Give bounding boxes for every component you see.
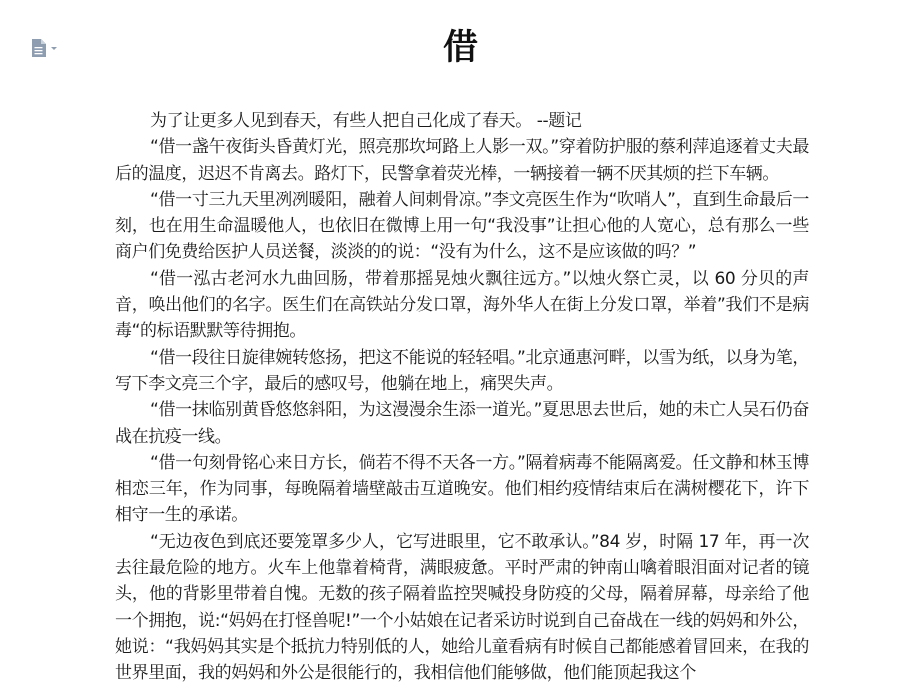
body-paragraph: “借一段往日旋律婉转悠扬，把这不能说的轻轻唱。”北京通惠河畔，以雪为纸，以身为笔，写下李文亮三个字，最后的感叹号，他躺在地上，痛哭失声。 (115, 347, 809, 394)
body-paragraph: “借一盏午夜街头昏黄灯光，照亮那坎坷路上人影一双。”穿着防护服的蔡利萍追逐着丈夫最后的温度，迟迟不肯离去。路灯下，民警拿着荧光棒，一辆接着一辆不厌其烦的拦下车辆。 (115, 137, 809, 184)
body-paragraph: “借一句刻骨铭心来日方长，倘若不得不天各一方。”隔着病毒不能隔离爱。任文静和林玉博相恋三年，作为同事，每晚隔着墙壁敲击互道晚安。他们相约疫情结束后在满树樱花下，许下相守一生的承诺。 (115, 452, 809, 526)
body-paragraph: “借一寸三九天里冽冽暖阳，融着人间刺骨凉。”李文亮医生作为“吹哨人”，直到生命最后一刻，也在用生命温暖他人，也依旧在微博上用一句“我没事”让担心他的人宽心，总有那么一些商户们免费给医护人员送餐，淡淡的的说：“没有为什么，这不是应该做的吗？” (115, 189, 809, 263)
document-title: 借 (442, 28, 479, 68)
body-paragraph: “借一抹临别黄昏悠悠斜阳，为这漫漫余生添一道光。”夏思思去世后，她的未亡人吴石仍奋战在抗疫一线。 (115, 400, 809, 447)
document-body (115, 108, 809, 687)
epigraph-paragraph: 为了让更多人见到春天，有些人把自己化成了春天。 --题记 (150, 111, 582, 131)
body-paragraph: “借一泓古老河水九曲回肠，带着那摇晃烛火飘往远方。”以烛火祭亡灵，以 60 分贝的声音，唤出他们的名字。医生们在高铁站分发口罩，海外华人在街上分发口罩，举着”我们不是病毒“的标语默默等待拥抱。 (115, 268, 809, 342)
body-paragraph: “无边夜色到底还要笼罩多少人，它写进眼里，它不敢承认。”84 岁，时隔 17 年，再一次去往最危险的地方。火车上他靠着椅背，满眼疲惫。平时严肃的钟南山噙着眼泪面对记者的镜头，他的背影里带着自愧。无数的孩子隔着监控哭喊投身防疫的父母，隔着屏幕，母亲给了他一个拥抱，说:“妈妈在打怪兽呢!”一个小姑娘在记者采访时说到自己奋战在一线的妈妈和外公，她说：“我妈妈其实是个抵抗力特别低的人，她给儿童看病有时候自己都能感着冒回来，在我的世界里面，我的妈妈和外公是很能行的，我相信他们能够做，他们能顶起我这个 (115, 531, 809, 684)
